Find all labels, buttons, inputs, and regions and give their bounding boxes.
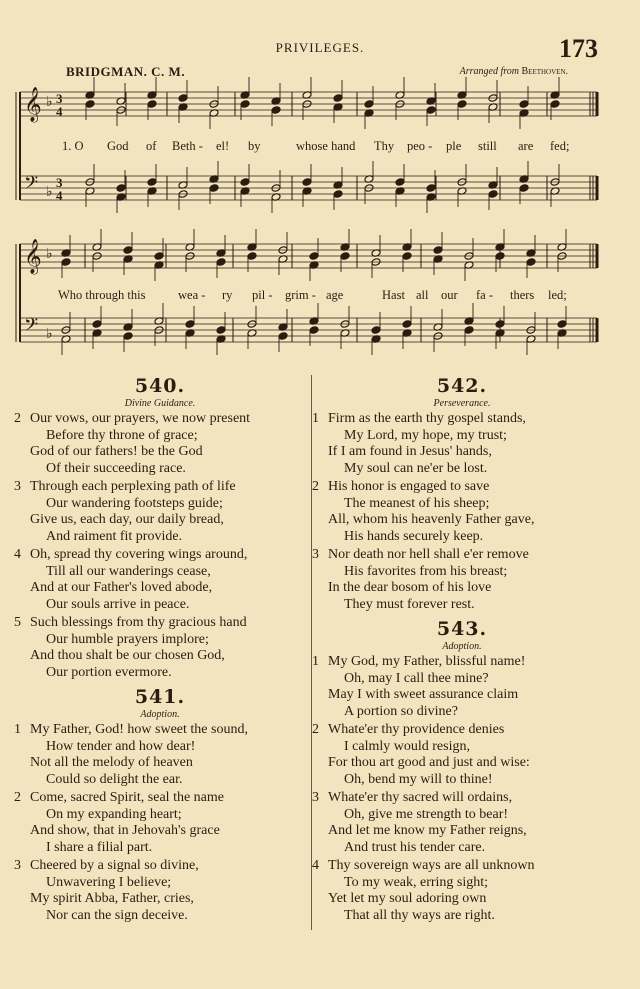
- verse-line: All, whom his heavenly Father gave,: [328, 512, 535, 527]
- verse-number: 2: [312, 479, 319, 494]
- note-head: [302, 178, 312, 187]
- hymn-title: Perseverance.: [433, 398, 491, 409]
- flat-key-signature-icon: ♭: [46, 94, 53, 110]
- verse-line: His honor is engaged to save: [328, 479, 490, 494]
- hymn-number: 543.: [436, 618, 488, 640]
- verse-line: Oh, may I call thee mine?: [344, 670, 489, 686]
- verse-number: 1: [312, 654, 319, 669]
- note-head: [340, 252, 350, 261]
- hymn-number: 541.: [134, 686, 186, 708]
- lyric-syllable: fed;: [550, 139, 570, 153]
- note-head: [495, 252, 505, 261]
- verse: [312, 411, 612, 477]
- verse-line: His hands securely keep.: [344, 528, 484, 544]
- verse-line: Nor can the sign deceive.: [46, 907, 188, 923]
- note-head: [209, 184, 219, 193]
- lyric-syllable: still: [478, 139, 497, 153]
- page-number: 173: [559, 34, 598, 63]
- verse-number: 2: [14, 411, 21, 426]
- verse-line: Oh, give me strength to bear!: [344, 806, 509, 822]
- verse-line: Our souls arrive in peace.: [46, 596, 190, 612]
- verse-line: May I with sweet assurance claim: [328, 687, 519, 702]
- verse-number: 3: [312, 547, 319, 562]
- verse-line: I share a filial part.: [46, 839, 153, 855]
- lyric-syllable: all: [416, 288, 429, 302]
- lyric-syllable: whose hand: [296, 139, 356, 153]
- lyric-syllable: ple: [446, 139, 462, 153]
- verse-number: 1: [14, 722, 21, 737]
- note-head: [333, 190, 343, 199]
- lyric-syllable: God: [107, 139, 129, 153]
- flat-key-signature-icon: ♭: [46, 326, 53, 342]
- verse-line: Yet let my soul adoring own: [328, 891, 487, 906]
- hymn-title: Divine Guidance.: [124, 398, 196, 409]
- verse-line: In the dear bosom of his love: [328, 580, 492, 595]
- verse: [312, 547, 612, 613]
- verse: [312, 722, 612, 788]
- verse-number: 5: [14, 615, 21, 630]
- lyric-syllable: Who through this: [58, 288, 146, 302]
- verse-line: Our wandering footsteps guide;: [46, 495, 223, 511]
- hymn-541: [14, 685, 306, 924]
- verse: [312, 479, 612, 545]
- note-head: [364, 100, 374, 109]
- note-head: [185, 320, 195, 329]
- note-head: [433, 246, 443, 255]
- verse-line: Our vows, our prayers, we now present: [30, 411, 251, 426]
- verse-line: Could so delight the ear.: [46, 771, 183, 787]
- verse-line: Before thy throne of grace;: [46, 427, 198, 443]
- verse-line: A portion so divine?: [344, 703, 458, 719]
- lyric-line-2: [0, 288, 640, 304]
- note-head: [147, 100, 157, 109]
- verse-line: My Father, God! how sweet the sound,: [30, 722, 248, 737]
- note-head: [178, 94, 188, 103]
- verse-line: My Lord, my hope, my trust;: [344, 427, 507, 443]
- verse-number: 3: [14, 858, 21, 873]
- note-head: [550, 100, 560, 109]
- note-head: [495, 320, 505, 329]
- note-head: [278, 332, 288, 341]
- verse-line: Thy sovereign ways are all unknown: [328, 858, 535, 873]
- verse-number: 3: [14, 479, 21, 494]
- verse-number: 1: [312, 411, 319, 426]
- note-head: [240, 100, 250, 109]
- note-head: [395, 178, 405, 187]
- note-head: [519, 100, 529, 109]
- lyric-syllable: wea -: [178, 288, 206, 302]
- flat-key-signature-icon: ♭: [46, 184, 53, 200]
- lyric-syllable: 1. O: [62, 139, 84, 153]
- note-head: [519, 184, 529, 193]
- lyric-syllable: are: [518, 139, 534, 153]
- lyric-syllable: our: [441, 288, 458, 302]
- note-head: [426, 184, 436, 193]
- verse-number: 2: [312, 722, 319, 737]
- verse: [14, 547, 306, 613]
- verse-number: 4: [14, 547, 21, 562]
- lyric-syllable: Hast: [382, 288, 405, 302]
- note-head: [457, 100, 467, 109]
- note-head: [240, 178, 250, 187]
- hymn-542: [312, 374, 612, 613]
- verse-line: His favorites from his breast;: [344, 563, 508, 579]
- note-head: [61, 258, 71, 267]
- lyric-syllable: thers: [510, 288, 535, 302]
- lyric-syllable: el!: [216, 139, 230, 153]
- verse-line: Till all our wanderings cease,: [46, 563, 211, 579]
- hymn-543: [312, 617, 612, 924]
- verse: [14, 411, 306, 477]
- tune-name: BRIDGMAN. C. M.: [66, 64, 186, 79]
- note-head: [271, 106, 281, 115]
- note-head: [247, 252, 257, 261]
- verse-line: Firm as the earth thy gospel stands,: [328, 411, 526, 426]
- right-column: [312, 372, 612, 926]
- verse-line: Oh, spread thy covering wings around,: [30, 547, 248, 562]
- note-head: [85, 100, 95, 109]
- hymn-540: [14, 374, 306, 681]
- lyric-syllable: pil -: [252, 288, 273, 302]
- flat-key-signature-icon: ♭: [46, 246, 53, 262]
- note-head: [216, 326, 226, 335]
- lyric-syllable: fa -: [476, 288, 493, 302]
- verse-line: My God, my Father, blissful name!: [328, 654, 526, 669]
- treble-clef-icon: 𝄞: [24, 239, 42, 274]
- note-head: [154, 252, 164, 261]
- verse-line: I calmly would resign,: [344, 738, 470, 754]
- left-column: [14, 372, 306, 926]
- verse-line: Whate'er thy providence denies: [328, 722, 505, 737]
- lyric-syllable: age: [326, 288, 344, 302]
- hymn-title: Adoption.: [140, 709, 180, 720]
- note-head: [147, 178, 157, 187]
- hymn-number: 542.: [436, 375, 488, 397]
- verse-line: If I am found in Jesus' hands,: [328, 444, 492, 459]
- running-head: PRIVILEGES.: [275, 40, 365, 55]
- verse-line: The meanest of his sheep;: [344, 495, 490, 511]
- verse-line: They must forever rest.: [344, 596, 475, 612]
- music-score: [0, 0, 640, 370]
- note-head: [426, 106, 436, 115]
- verse: [312, 858, 612, 924]
- verse-number: 3: [312, 790, 319, 805]
- verse-line: Give us, each day, our daily bread,: [30, 512, 224, 527]
- time-signature-icon: 4: [56, 188, 63, 203]
- verse-line: Cheered by a signal so divine,: [30, 858, 199, 873]
- verse-line: On my expanding heart;: [46, 806, 182, 822]
- arranged-prefix: Arranged from: [459, 66, 519, 77]
- note-head: [333, 94, 343, 103]
- lyric-syllable: by: [248, 139, 261, 153]
- arranger-name: Beethoven.: [521, 66, 568, 77]
- note-head: [116, 184, 126, 193]
- treble-clef-icon: 𝄞: [24, 87, 42, 122]
- time-signature-icon: 3: [56, 175, 63, 190]
- verse-number: 4: [312, 858, 319, 873]
- note-head: [402, 252, 412, 261]
- verse-line: Oh, bend my will to thine!: [344, 771, 493, 787]
- verse-line: And raiment fit provide.: [46, 528, 183, 544]
- verse-line: That all thy ways are right.: [344, 907, 495, 923]
- hymn-title: Adoption.: [442, 641, 482, 652]
- verse-line: For thou art good and just and wise:: [328, 755, 530, 770]
- verse-line: Of their succeeding race.: [46, 460, 186, 476]
- time-signature-icon: 3: [56, 91, 63, 106]
- lyric-syllable: peo -: [407, 139, 433, 153]
- verse-line: And at our Father's loved abode,: [30, 580, 213, 595]
- bass-clef-icon: 𝄢: [24, 315, 39, 340]
- verse-line: Such blessings from thy gracious hand: [30, 615, 247, 630]
- verse-line: Whate'er thy sacred will ordains,: [328, 790, 513, 805]
- lyric-line-1: [0, 139, 640, 155]
- note-head: [488, 190, 498, 199]
- lyric-syllable: grim -: [285, 288, 316, 302]
- verse-line: Unwavering I believe;: [46, 874, 172, 890]
- verse: [14, 479, 306, 545]
- verse-line: How tender and how dear!: [46, 738, 196, 754]
- note-head: [309, 252, 319, 261]
- note-head: [216, 258, 226, 267]
- note-head: [92, 320, 102, 329]
- time-signature-icon: 4: [56, 104, 63, 119]
- verse: [14, 615, 306, 681]
- note-head: [526, 258, 536, 267]
- hymn-number: 540.: [134, 375, 186, 397]
- verse-line: And trust his tender care.: [344, 839, 486, 855]
- verse-line: God of our fathers! be the God: [30, 444, 203, 459]
- lyric-syllable: led;: [548, 288, 567, 302]
- verse-line: And show, that in Jehovah's grace: [30, 823, 220, 838]
- verse-line: To my weak, erring sight;: [344, 874, 489, 890]
- verse-line: Through each perplexing path of life: [30, 479, 236, 494]
- note-head: [123, 246, 133, 255]
- note-head: [371, 326, 381, 335]
- verse-line: Not all the melody of heaven: [30, 755, 193, 770]
- verse: [14, 722, 306, 788]
- note-head: [402, 320, 412, 329]
- note-head: [123, 332, 133, 341]
- verse-number: 2: [14, 790, 21, 805]
- verse-line: My soul can ne'er be lost.: [344, 460, 488, 476]
- note-head: [309, 326, 319, 335]
- verse-line: And let me know my Father reigns,: [328, 823, 527, 838]
- verse-line: My spirit Abba, Father, cries,: [30, 891, 194, 906]
- verse: [312, 654, 612, 720]
- lyric-syllable: of: [146, 139, 157, 153]
- verse-line: Our humble prayers implore;: [46, 631, 209, 647]
- lyric-syllable: Thy: [374, 139, 395, 153]
- verse-line: Come, sacred Spirit, seal the name: [30, 790, 224, 805]
- verse: [312, 790, 612, 856]
- lyric-syllable: Beth -: [172, 139, 203, 153]
- verse-line: And thou shalt be our chosen God,: [30, 648, 225, 663]
- verse: [14, 858, 306, 924]
- verse-line: Nor death nor hell shall e'er remove: [328, 547, 529, 562]
- verse: [14, 790, 306, 856]
- lyric-syllable: ry: [222, 288, 233, 302]
- verse-line: Our portion evermore.: [46, 664, 172, 680]
- note-head: [464, 326, 474, 335]
- bass-clef-icon: 𝄢: [24, 173, 39, 198]
- note-head: [557, 320, 567, 329]
